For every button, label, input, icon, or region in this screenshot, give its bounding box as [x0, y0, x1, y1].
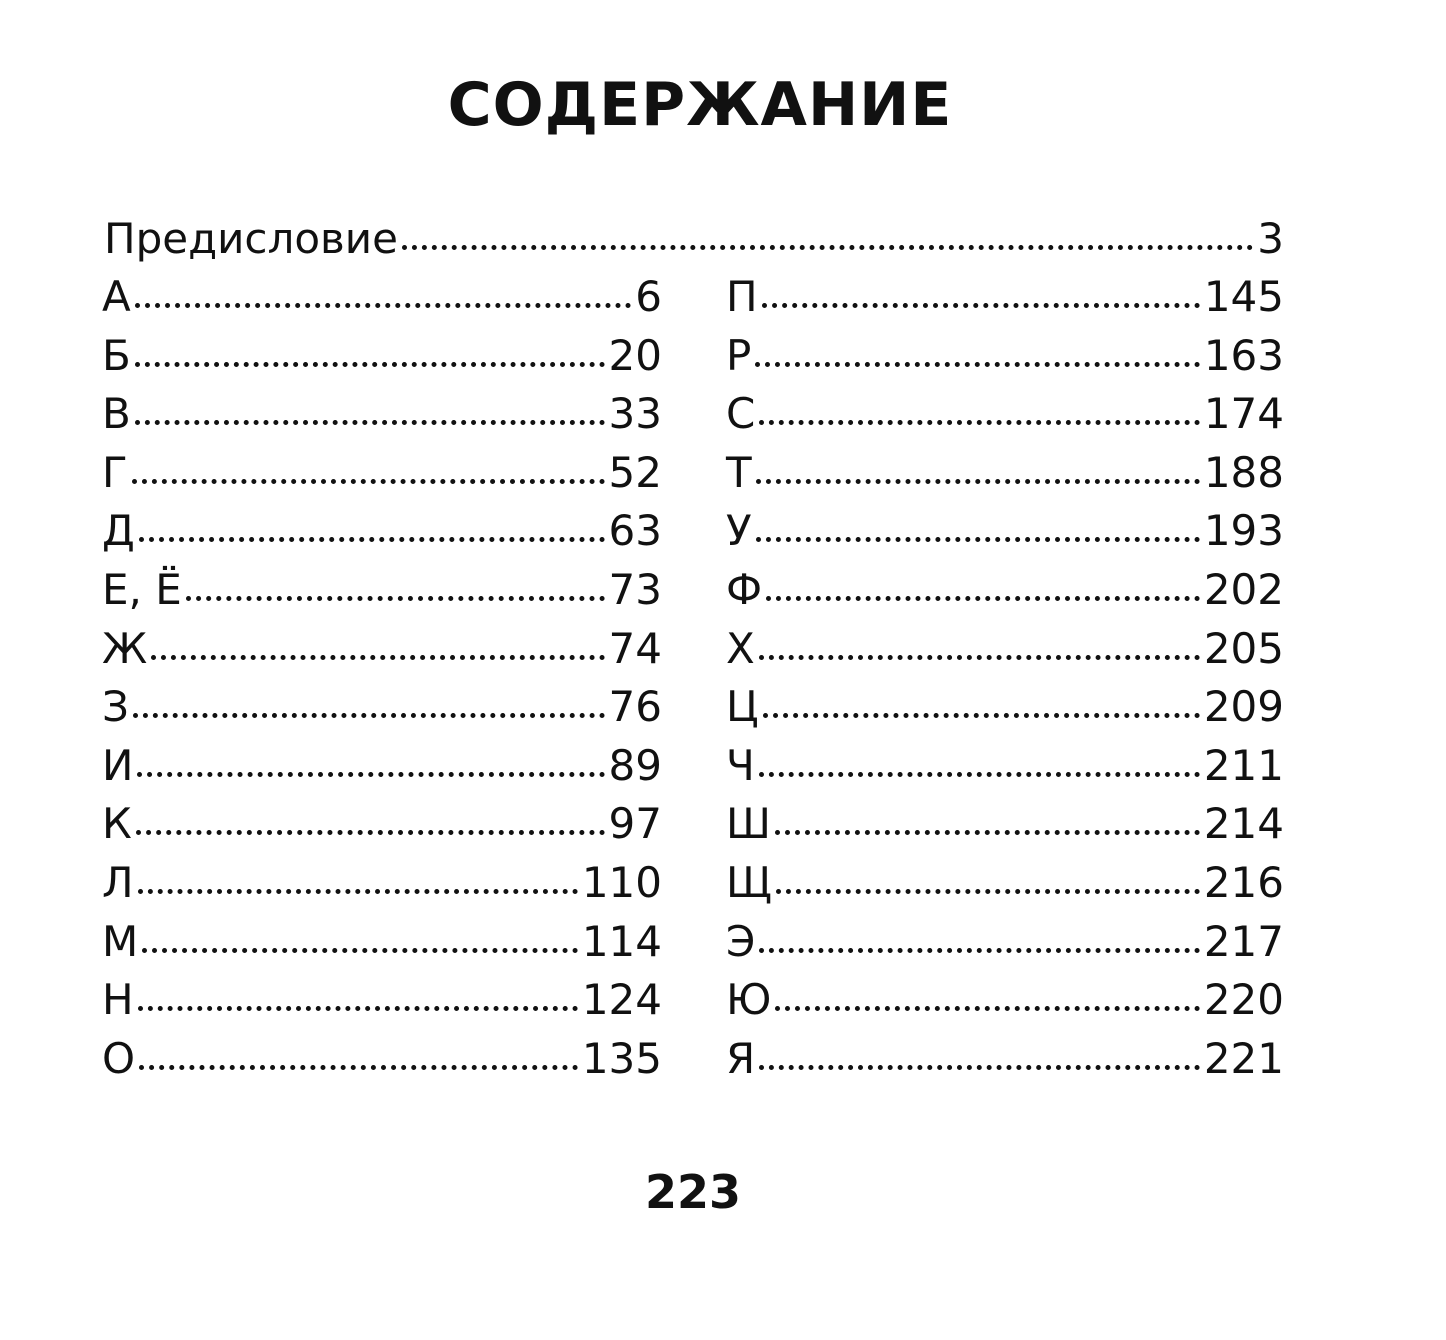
- toc-right-entry: [726, 620, 1284, 678]
- toc-entry-label: Ж: [102, 624, 148, 673]
- toc-entry-page: 193: [1203, 506, 1284, 555]
- toc-entry-label: Н: [102, 975, 134, 1024]
- toc-entry-label: Д: [102, 506, 135, 555]
- toc-right-entry: [726, 268, 1284, 326]
- toc-left-entry: [102, 327, 662, 385]
- toc-right-entry: [726, 678, 1284, 736]
- toc-left-entry: [102, 971, 662, 1029]
- dot-leader: [775, 830, 1200, 835]
- toc-entry-label: С: [726, 389, 756, 438]
- toc-left-entry: [102, 795, 662, 853]
- toc-entry-preface: [104, 210, 1284, 268]
- toc-entry-page: 89: [608, 741, 662, 790]
- toc-left-entry: [102, 1030, 662, 1088]
- toc-entry-page: 217: [1203, 917, 1284, 966]
- dot-leader: [139, 537, 605, 542]
- toc-entry-label: Ю: [726, 975, 772, 1024]
- toc-right-entry: [726, 385, 1284, 443]
- toc-right-entry: [726, 795, 1284, 853]
- toc-entry-label: П: [726, 272, 758, 321]
- toc-left-entry: [102, 444, 662, 502]
- dot-leader: [775, 1006, 1199, 1011]
- toc-right-entry: [726, 1030, 1284, 1088]
- toc-left-entry: [102, 678, 662, 736]
- toc-right-entry: [726, 913, 1284, 971]
- toc-entry-label: В: [102, 389, 131, 438]
- toc-entry-page: 135: [581, 1034, 662, 1083]
- toc-entry-page: 209: [1203, 682, 1284, 731]
- dot-leader: [756, 479, 1200, 484]
- dot-leader: [759, 655, 1200, 660]
- toc-entry-label: Л: [102, 858, 134, 907]
- toc-entry-page: 52: [608, 448, 662, 497]
- toc-entry-page: 205: [1203, 624, 1284, 673]
- toc-right-entry: [726, 444, 1284, 502]
- dot-leader: [776, 889, 1200, 894]
- toc-entry-label: Щ: [726, 858, 772, 907]
- toc-left-entry: [102, 385, 662, 443]
- toc-entry-page: 174: [1203, 389, 1284, 438]
- toc-entry-label: Ч: [726, 741, 755, 790]
- dot-leader: [135, 362, 605, 367]
- toc-entry-label: М: [102, 917, 139, 966]
- dot-leader: [151, 655, 604, 660]
- toc-entry-page: 188: [1203, 448, 1284, 497]
- toc-entry-page: 73: [608, 565, 662, 614]
- toc-right-entry: [726, 737, 1284, 795]
- toc-entry-page: 3: [1257, 214, 1284, 263]
- toc-entry-label: А: [102, 272, 131, 321]
- toc-entry-label: З: [102, 682, 129, 731]
- toc-entry-page: 211: [1203, 741, 1284, 790]
- toc-entry-label: Ш: [726, 799, 771, 848]
- toc-entry-label: О: [102, 1034, 136, 1083]
- dot-leader: [759, 948, 1200, 953]
- dot-leader: [766, 596, 1200, 601]
- dot-leader: [138, 889, 578, 894]
- dot-leader: [135, 303, 632, 308]
- toc-right-entry: [726, 502, 1284, 560]
- toc-entry-page: 97: [608, 799, 662, 848]
- toc-entry-page: 145: [1203, 272, 1284, 321]
- toc-left-entry: [102, 737, 662, 795]
- page-title: СОДЕРЖАНИЕ: [447, 70, 953, 140]
- dot-leader: [186, 596, 605, 601]
- toc-left-entry: [102, 502, 662, 560]
- toc-entry-page: 6: [635, 272, 662, 321]
- toc-entry-page: 33: [608, 389, 662, 438]
- toc-entry-page: 76: [608, 682, 662, 731]
- toc-entry-label: У: [726, 506, 752, 555]
- dot-leader: [133, 713, 605, 718]
- dot-leader: [755, 362, 1200, 367]
- page-number: 223: [644, 1165, 742, 1219]
- toc-left-entry: [102, 913, 662, 971]
- toc-entry-page: 221: [1203, 1034, 1284, 1083]
- toc-entry-page: 220: [1203, 975, 1284, 1024]
- toc-entry-label: Ц: [726, 682, 759, 731]
- toc-entry-label: Ф: [726, 565, 763, 614]
- toc-right-entry: [726, 854, 1284, 912]
- dot-leader: [402, 245, 1253, 250]
- dot-leader: [136, 830, 605, 835]
- dot-leader: [759, 420, 1200, 425]
- toc-entry-label: Предисловие: [104, 214, 398, 263]
- toc-right-entry: [726, 971, 1284, 1029]
- dot-leader: [137, 772, 604, 777]
- toc-entry-page: 74: [608, 624, 662, 673]
- dot-leader: [763, 713, 1200, 718]
- toc-entry-page: 202: [1203, 565, 1284, 614]
- toc-entry-label: И: [102, 741, 134, 790]
- toc-entry-page: 110: [581, 858, 662, 907]
- dot-leader: [756, 537, 1200, 542]
- dot-leader: [138, 1006, 578, 1011]
- toc-left-entry: [102, 620, 662, 678]
- dot-leader: [759, 772, 1200, 777]
- toc-entry-page: 214: [1203, 799, 1284, 848]
- toc-entry-page: 63: [608, 506, 662, 555]
- toc-entry-page: 114: [581, 917, 662, 966]
- dot-leader: [762, 303, 1200, 308]
- toc-right-entry: [726, 327, 1284, 385]
- dot-leader: [132, 479, 605, 484]
- dot-leader: [135, 420, 605, 425]
- toc-entry-label: Е, Ё: [102, 565, 182, 614]
- toc-left-entry: [102, 854, 662, 912]
- toc-entry-page: 163: [1203, 331, 1284, 380]
- toc-entry-label: Э: [726, 917, 756, 966]
- toc-entry-label: Х: [726, 624, 755, 673]
- toc-left-entry: [102, 561, 662, 619]
- toc-entry-page: 124: [581, 975, 662, 1024]
- dot-leader: [139, 1065, 578, 1070]
- toc-entry-page: 20: [608, 331, 662, 380]
- toc-entry-label: К: [102, 799, 132, 848]
- toc-entry-label: Г: [102, 448, 128, 497]
- dot-leader: [759, 1065, 1200, 1070]
- toc-entry-label: Б: [102, 331, 131, 380]
- toc-entry-label: Р: [726, 331, 752, 380]
- toc-entry-label: Т: [726, 448, 752, 497]
- dot-leader: [142, 948, 578, 953]
- toc-left-entry: [102, 268, 662, 326]
- toc-entry-page: 216: [1203, 858, 1284, 907]
- toc-right-entry: [726, 561, 1284, 619]
- toc-entry-label: Я: [726, 1034, 756, 1083]
